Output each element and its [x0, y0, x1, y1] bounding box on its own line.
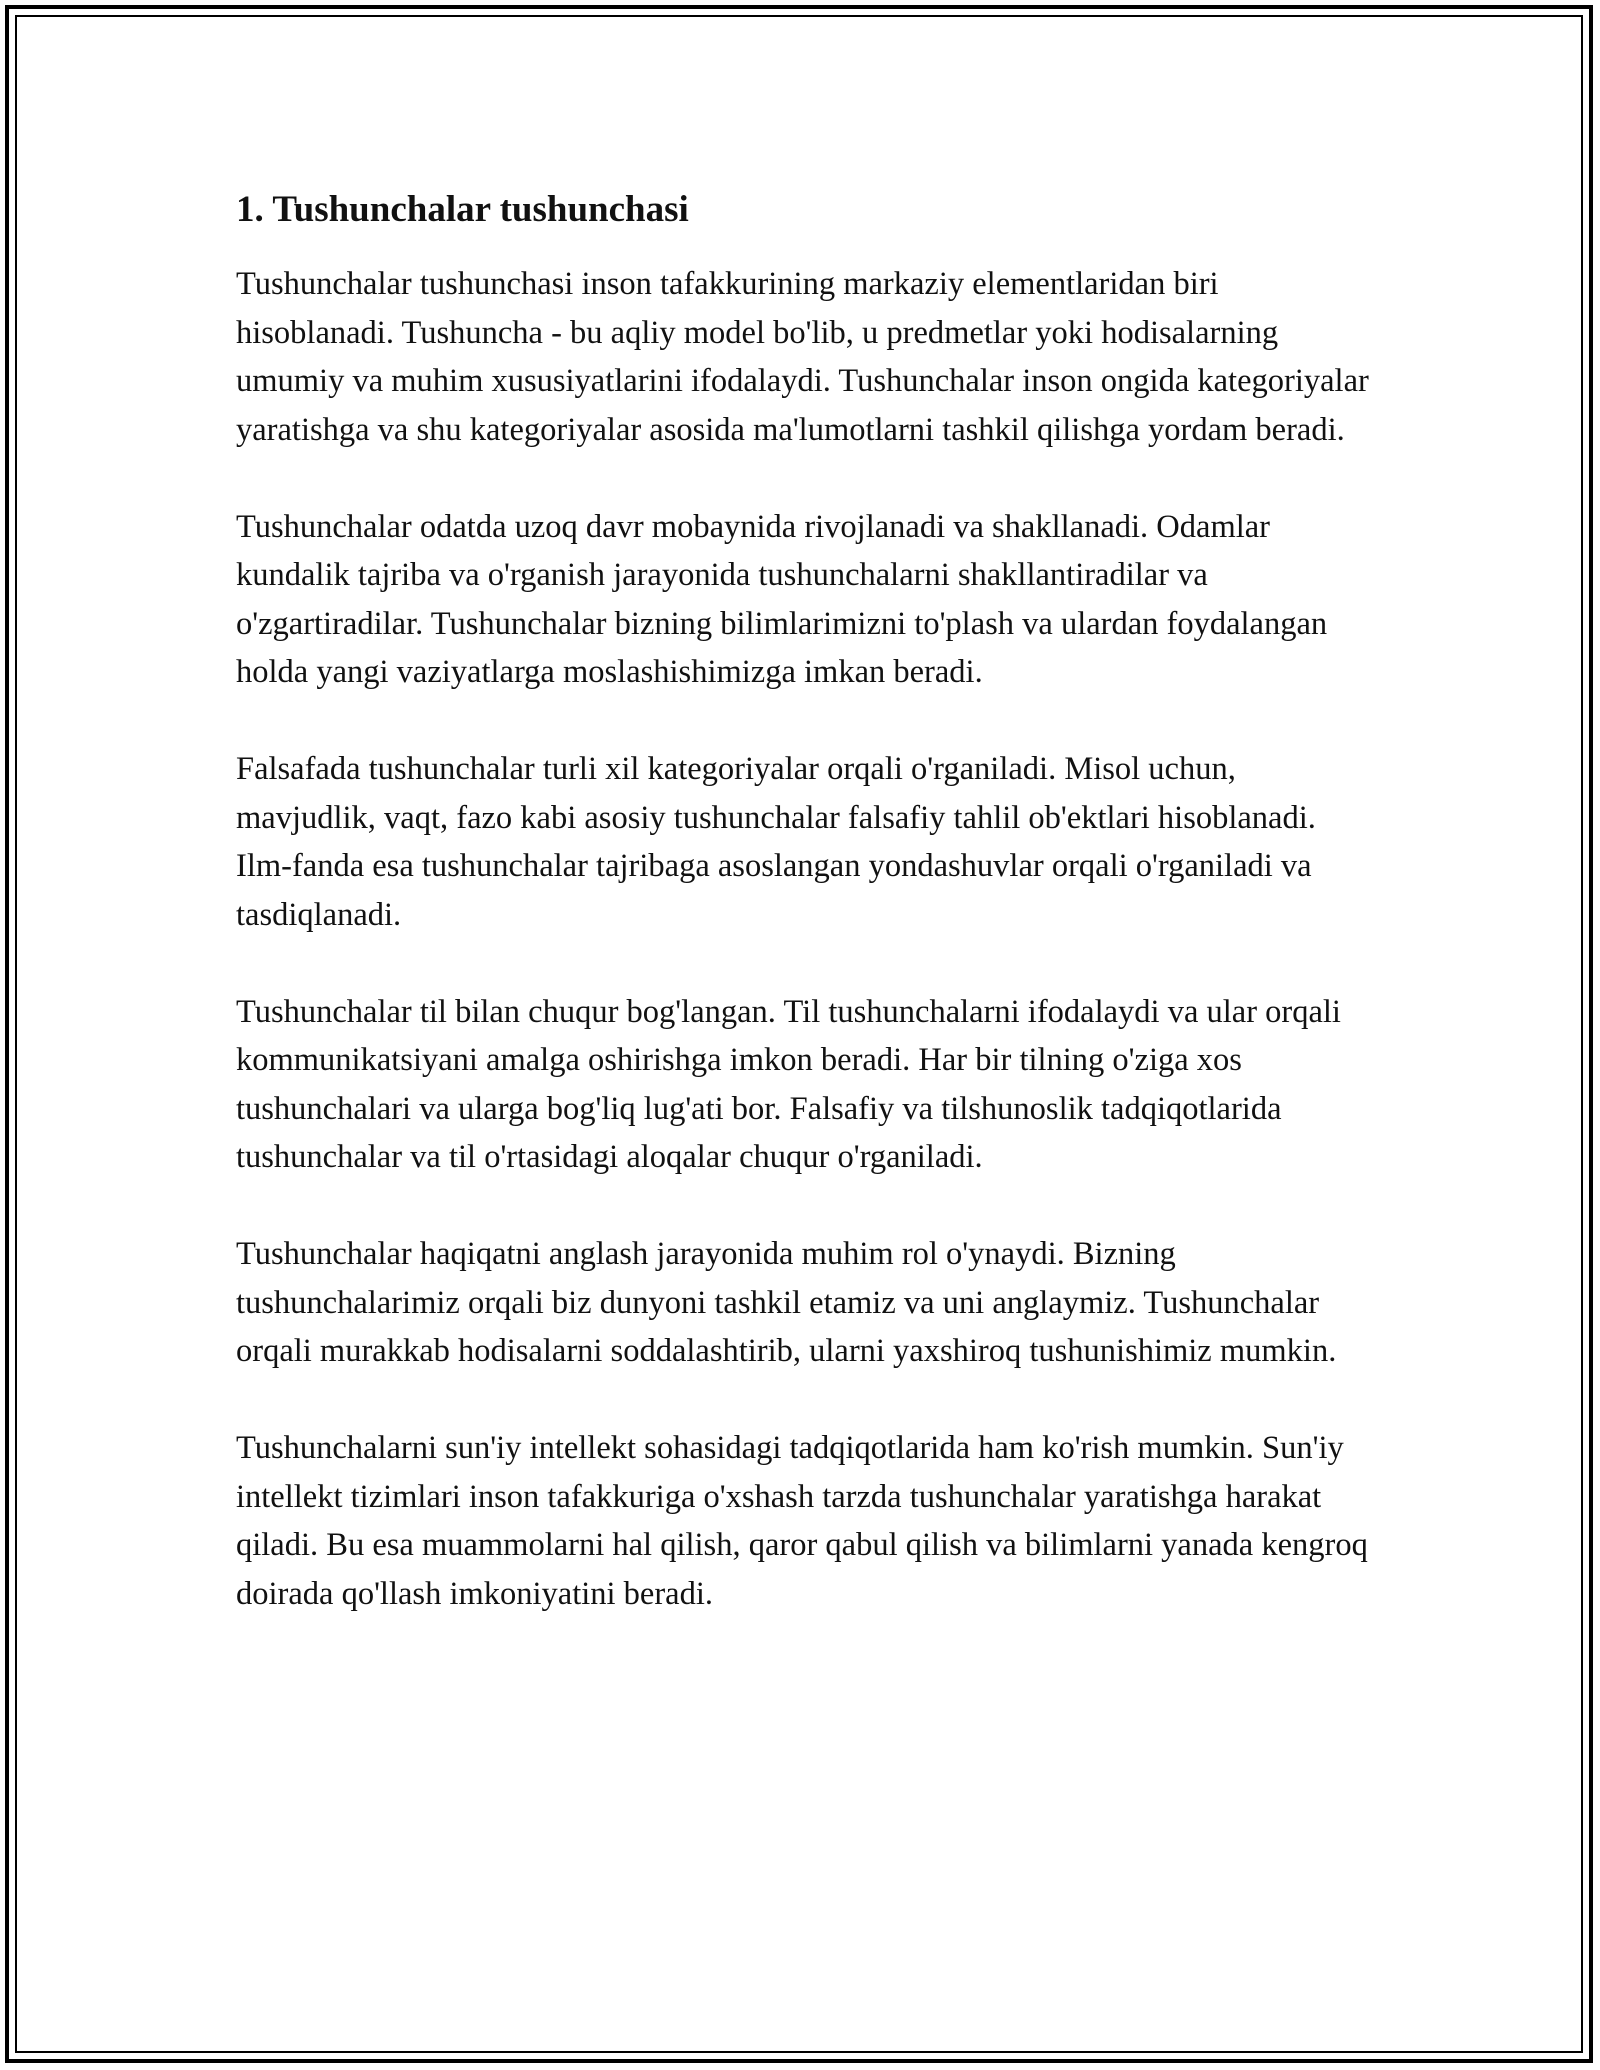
paragraph-3: Falsafada tushunchalar turli xil kategoriyalar orqali o'rganiladi. Misol uchun, mavjudlik, vaqt, fazo kabi asosiy tushunchalar falsafiy tahlil ob'ektlari hisoblanadi. Ilm-fanda esa tushunchalar tajribaga asoslangan yondashuvlar orqali o'rganiladi va tasdiqlanadi. — [236, 751, 1316, 933]
document-body — [236, 186, 1376, 1667]
section-heading: 1. Tushunchalar tushunchasi — [236, 189, 689, 230]
paragraph-4: Tushunchalar til bilan chuqur bog'langan. Til tushunchalarni ifodalaydi va ular orqali kommunikatsiyani amalga oshirishga imkon beradi. Har bir tilning o'ziga xos tushunchalari va ularga bog'liq lug'ati bor. Falsafiy va tilshunoslik tadqiqotlarida tushunchalar va til o'rtasidagi aloqalar chuqur o'rganiladi. — [236, 993, 1341, 1175]
paragraph-2: Tushunchalar odatda uzoq davr mobaynida rivojlanadi va shakllanadi. Odamlar kundalik tajriba va o'rganish jarayonida tushunchalarni shakllantiradilar va o'zgartiradilar. Tushunchalar bizning bilimlarimizni to'plash va ulardan foydalangan holda yangi vaziyatlarga moslashishimizga imkan beradi. — [236, 508, 1328, 690]
paragraph-6: Tushunchalarni sun'iy intellekt sohasidagi tadqiqotlarida ham ko'rish mumkin. Sun'iy intellekt tizimlari inson tafakkuriga o'xshash tarzda tushunchalar yaratishga harakat qiladi. Bu esa muammolarni hal qilish, qaror qabul qilish va bilimlarni yanada kengroq doirada qo'llash imkoniyatini beradi. — [236, 1430, 1368, 1612]
paragraph-5: Tushunchalar haqiqatni anglash jarayonida muhim rol o'ynaydi. Bizning tushunchalarimiz orqali biz dunyoni tashkil etamiz va uni anglaymiz. Tushunchalar orqali murakkab hodisalarni soddalashtirib, ularni yaxshiroq tushunishimiz mumkin. — [236, 1236, 1337, 1369]
paragraph-1: Tushunchalar tushunchasi inson tafakkurining markaziy elementlaridan biri hisoblanadi. Tushuncha - bu aqliy model bo'lib, u predmetlar yoki hodisalarning umumiy va muhim xususiyatlarini ifodalaydi. Tushunchalar inson ongida kategoriyalar yaratishga va shu kategoriyalar asosida ma'lumotlarni tashkil qilishga yordam beradi. — [236, 266, 1369, 448]
